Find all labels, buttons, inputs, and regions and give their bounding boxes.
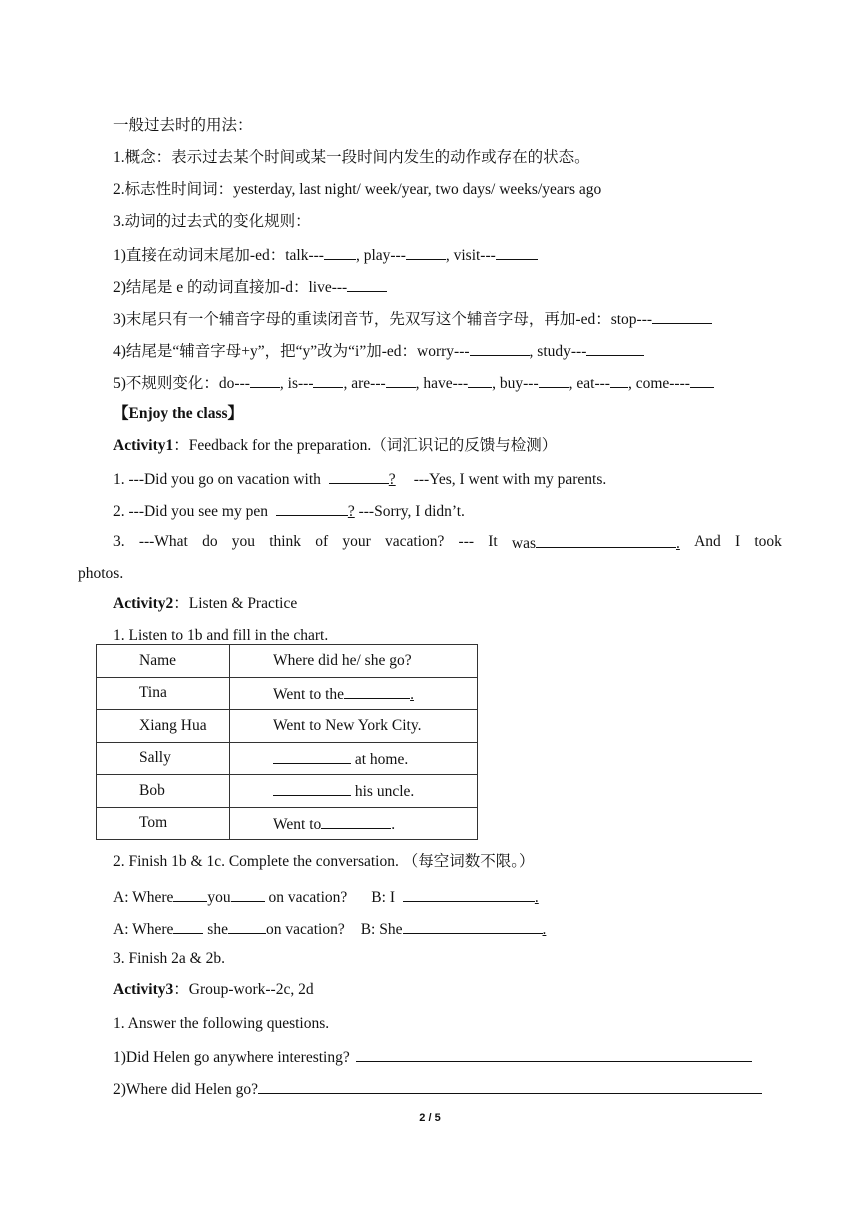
activity1-heading <box>113 436 557 456</box>
q3-word: And <box>694 533 721 550</box>
rule-5 <box>113 372 714 394</box>
header-where: Where did he/ she go? <box>230 645 478 678</box>
answer-blank[interactable] <box>173 886 207 902</box>
answer-blank[interactable] <box>228 918 266 934</box>
activity1-title: ：Feedback for the preparation.（词汇识记的反馈与检测） <box>173 437 558 454</box>
answer-blank[interactable] <box>250 372 280 388</box>
answer-blank[interactable] <box>313 372 343 388</box>
activity1-label: Activity1 <box>113 437 174 454</box>
activity3-q2-text: 2)Where did Helen go? <box>113 1081 259 1098</box>
table-row <box>97 677 478 710</box>
row-name: Tina <box>97 677 230 710</box>
enjoy-heading: 【Enjoy the class】 <box>113 405 244 422</box>
conv2-d: B: She <box>360 921 403 938</box>
q3-word: took <box>754 533 782 550</box>
rule-2 <box>113 276 387 298</box>
q1-mark: ? <box>388 471 396 488</box>
conv1-a: A: Where <box>113 889 174 906</box>
usage-rules-title: 3.动词的过去式的变化规则： <box>113 213 311 230</box>
q1-reply: ---Yes, I went with my parents. <box>413 471 607 488</box>
row-post: at home. <box>351 750 409 768</box>
answer-blank[interactable] <box>321 813 391 829</box>
activity1-q2 <box>113 500 465 522</box>
answer-blank[interactable] <box>406 244 446 260</box>
q3-answer <box>512 532 680 554</box>
q3-was: was <box>511 535 536 552</box>
conv1-e: . <box>534 889 539 906</box>
row-pre: Went to <box>273 815 322 833</box>
activity3-heading <box>113 980 314 1000</box>
rule-3 <box>113 308 712 330</box>
activity1-q3 <box>113 532 782 554</box>
table-row <box>97 807 478 840</box>
activity2-label: Activity2 <box>113 595 174 612</box>
q3-wrap: photos. <box>78 565 124 582</box>
answer-blank[interactable] <box>586 340 644 356</box>
q3-dot: . <box>676 535 680 552</box>
rule-5-eat: , eat--- <box>568 375 610 392</box>
conversation-2 <box>113 918 546 940</box>
row-name: Xiang Hua <box>97 710 230 743</box>
q3-word: you <box>231 533 255 550</box>
row-name: Bob <box>97 775 230 808</box>
q3-word: vacation? <box>384 533 445 550</box>
answer-blank[interactable] <box>276 500 348 516</box>
conversation-1 <box>113 886 539 908</box>
rule-1-text: 1)直接在动词末尾加-ed：talk--- <box>113 247 324 264</box>
answer-blank[interactable] <box>231 886 265 902</box>
answer-blank[interactable] <box>468 372 492 388</box>
answer-line[interactable] <box>258 1078 762 1094</box>
answer-blank[interactable] <box>536 532 676 548</box>
answer-blank[interactable] <box>273 748 351 764</box>
rule-5-do: 5)不规则变化：do--- <box>113 375 250 392</box>
row-answer <box>230 775 478 808</box>
conv2-a: A: Where <box>113 921 174 938</box>
rule-5-have: , have--- <box>415 375 469 392</box>
activity2-title: ：Listen & Practice <box>173 595 298 612</box>
conv1-d: B: I <box>371 889 399 906</box>
answer-blank[interactable] <box>344 683 410 699</box>
usage-concept: 1.概念：表示过去某个时间或某一段时间内发生的动作或存在的状态。 <box>113 149 590 166</box>
answer-blank[interactable] <box>324 244 356 260</box>
rule-5-are: , are--- <box>343 375 386 392</box>
row-answer <box>230 807 478 840</box>
q1-text: 1. ---Did you go on vacation with <box>113 471 325 488</box>
row-name: Sally <box>97 742 230 775</box>
row-post: his uncle. <box>351 783 415 801</box>
rule-4-text: 4)结尾是“辅音字母+y”，把“y”改为“i”加-ed：worry--- <box>113 343 470 360</box>
answer-blank[interactable] <box>386 372 416 388</box>
q3-word: It <box>488 533 498 550</box>
answer-blank[interactable] <box>273 780 351 796</box>
activity3-q1-text: 1)Did Helen go anywhere interesting? <box>113 1049 354 1066</box>
q3-word: of <box>315 533 329 550</box>
header-name: Name <box>97 645 230 678</box>
row-answer <box>230 742 478 775</box>
table-row <box>97 710 478 743</box>
answer-blank[interactable] <box>496 244 538 260</box>
rule-4 <box>113 340 644 362</box>
answer-blank[interactable] <box>610 372 628 388</box>
activity2-task2: 2. Finish 1b & 1c. Complete the conversation. （每空词数不限。） <box>113 853 535 870</box>
row-post: . <box>391 815 396 833</box>
rule-5-come: , come---- <box>627 375 690 392</box>
rule-5-is: , is--- <box>279 375 314 392</box>
q3-word: do <box>202 533 218 550</box>
conv1-b: you <box>207 889 231 906</box>
answer-blank[interactable] <box>470 340 530 356</box>
answer-blank[interactable] <box>403 886 535 902</box>
usage-title: 一般过去时的用法： <box>113 117 253 134</box>
q2-text: 2. ---Did you see my pen <box>113 503 272 520</box>
q2-reply: ---Sorry, I didn’t. <box>354 503 465 520</box>
table-row <box>97 775 478 808</box>
activity3-label: Activity3 <box>113 981 174 998</box>
q2-mark: ? <box>347 503 355 520</box>
answer-blank[interactable] <box>652 308 712 324</box>
q3-word: ---What <box>138 533 188 550</box>
rule-1 <box>113 244 538 266</box>
answer-blank[interactable] <box>347 276 387 292</box>
activity2-task1: 1. Listen to 1b and fill in the chart. <box>113 627 329 644</box>
q3-word: --- <box>458 533 475 550</box>
activity3-title: ：Group-work--2c, 2d <box>173 981 314 998</box>
rule-2-text: 2)结尾是 e 的动词直接加-d：live--- <box>113 279 348 296</box>
answer-blank[interactable] <box>690 372 714 388</box>
q3-word: I <box>734 533 741 550</box>
row-post: . <box>410 685 414 703</box>
conv2-b: she <box>203 921 228 938</box>
activity3-q1 <box>113 1046 752 1068</box>
table-row <box>97 742 478 775</box>
row-answer: Went to New York City. <box>230 710 478 743</box>
conv1-c: on vacation? <box>264 889 348 906</box>
answer-blank[interactable] <box>539 372 569 388</box>
rule-1-play: , play--- <box>355 247 406 264</box>
usage-time-words: 2.标志性时间词：yesterday, last night/ week/year, two days/ weeks/years ago <box>113 181 602 198</box>
listening-chart <box>96 644 478 840</box>
table-header-row <box>97 645 478 678</box>
q3-word: think <box>269 533 302 550</box>
row-name: Tom <box>97 807 230 840</box>
q3-word: 3. <box>113 533 125 550</box>
conv2-e: . <box>542 921 547 938</box>
rule-5-buy: , buy--- <box>492 375 539 392</box>
answer-blank[interactable] <box>329 468 389 484</box>
page-number: 2 / 5 <box>419 1112 441 1124</box>
answer-blank[interactable] <box>173 918 203 934</box>
rule-4-study: , study--- <box>529 343 587 360</box>
activity3-task1: 1. Answer the following questions. <box>113 1015 330 1032</box>
conv2-c: on vacation? <box>265 921 345 938</box>
activity2-heading <box>113 594 297 614</box>
q3-word: your <box>342 533 371 550</box>
activity3-q2 <box>113 1078 762 1100</box>
rule-1-visit: , visit--- <box>445 247 496 264</box>
row-answer <box>230 677 478 710</box>
activity2-task3: 3. Finish 2a & 2b. <box>113 950 225 967</box>
rule-3-text: 3)末尾只有一个辅音字母的重读闭音节，先双写这个辅音字母，再加-ed：stop--- <box>113 311 653 328</box>
answer-blank[interactable] <box>403 918 543 934</box>
activity1-q1 <box>113 468 606 490</box>
row-pre: Went to the <box>273 685 345 703</box>
answer-line[interactable] <box>356 1046 752 1062</box>
